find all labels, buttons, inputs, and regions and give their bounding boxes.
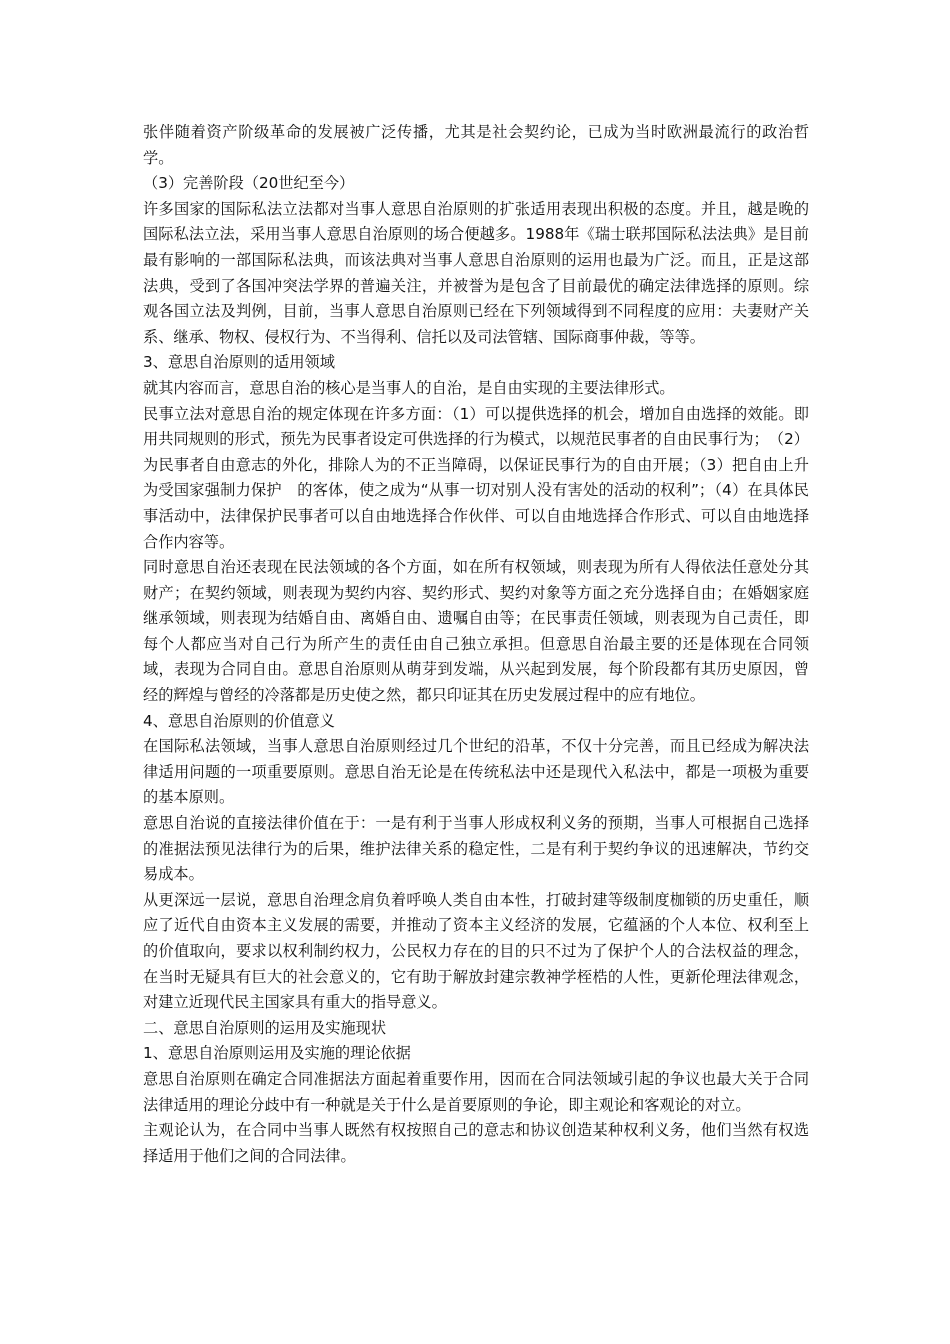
- paragraph: 民事立法对意思自治的规定体现在许多方面：（1）可以提供选择的机会，增加自由选择的效能。即用共同规则的形式，预先为民事者设定可供选择的行为模式，以规范民事者的自由民事行为； （2）为民事者自由意志的外化，排除人为的不正当障碍，以保证民事行为的自由开展；（3）把自由上升为受国家强制力保护 的客体，使之成为“从事一切对别人没有害处的活动的权利”；（4）在具体民事活动中，法律保护民事者可以自由地选择合作伙伴、可以自由地选择合作形式、可以自由地选择合作内容等。: [143, 404, 809, 551]
- paragraph: 意思自治原则在确定合同准据法方面起着重要作用，因而在合同法领域引起的争议也最大关于合同法律适用的理论分歧中有一种就是关于什么是首要原则的争论，即主观论和客观论的对立。: [143, 1069, 809, 1114]
- paragraph: 许多国家的国际私法立法都对当事人意思自治原则的扩张适用表现出积极的态度。并且，越是晚的国际私法立法，采用当事人意思自治原则的场合便越多。1988年《瑞士联邦国际私法法典》是目前最有影响的一部国际私法典，而该法典对当事人意思自治原则的运用也最为广泛。而且，正是这部法典，受到了各国冲突法学界的普遍关注，并被誉为是包含了目前最优的确定法律选择的原则。综观各国立法及判例，目前，当事人意思自治原则已经在下列领域得到不同程度的应用：夫妻财产关系、继承、物权、侵权行为、不当得利、信托以及司法管辖、国际商事仲裁，等等。: [143, 199, 809, 346]
- paragraph: 张伴随着资产阶级革命的发展被广泛传播，尤其是社会契约论，已成为当时欧洲最流行的政治哲学。: [143, 123, 809, 167]
- chapter-heading: 二、意思自治原则的运用及实施现状: [143, 1018, 386, 1037]
- paragraph: 从更深远一层说，意思自治理念肩负着呼唤人类自由本性，打破封建等级制度枷锁的历史重任，顺应了近代自由资本主义发展的需要，并推动了资本主义经济的发展，它蕴涵的个人本位、权利至上的价值取向，要求以权利制约权力，公民权力存在的目的只不过为了保护个人的合法权益的理念，在当时无疑具有巨大的社会意义的，它有助于解放封建宗教神学桎梏的人性，更新伦理法律观念，对建立近现代民主国家具有重大的指导意义。: [143, 890, 809, 1012]
- section-heading: 4、意思自治原则的价值意义: [143, 711, 335, 730]
- paragraph: 意思自治说的直接法律价值在于：一是有利于当事人形成权利义务的预期，当事人可根据自己选择的准据法预见法律行为的后果，维护法律关系的稳定性，二是有利于契约争议的迅速解决，节约交易成本。: [143, 814, 809, 884]
- section-heading: 3、意思自治原则的适用领域: [143, 353, 335, 372]
- paragraph: 就其内容而言，意思自治的核心是当事人的自治，是自由实现的主要法律形式。: [143, 378, 675, 397]
- section-heading: 1、意思自治原则运用及实施的理论依据: [143, 1044, 411, 1063]
- paragraph: 在国际私法领域，当事人意思自治原则经过几个世纪的沿革，不仅十分完善，而且已经成为解决法律适用问题的一项重要原则。意思自治无论是在传统私法中还是现代入私法中，都是一项极为重要的基本原则。: [143, 737, 809, 807]
- document-page: [143, 120, 809, 1169]
- paragraph: 同时意思自治还表现在民法领域的各个方面，如在所有权领域，则表现为所有人得依法任意处分其财产；在契约领域，则表现为契约内容、契约形式、契约对象等方面之充分选择自由；在婚姻家庭继承领域，则表现为结婚自由、离婚自由、遗嘱自由等；在民事责任领域，则表现为自己责任，即每个人都应当对自己行为所产生的责任由自己独立承担。但意思自治最主要的还是体现在合同领域，表现为合同自由。意思自治原则从萌芽到发端，从兴起到发展，每个阶段都有其历史原因，曾经的辉煌与曾经的冷落都是历史使之然，都只印证其在历史发展过程中的应有地位。: [143, 558, 809, 705]
- section-heading: （3）完善阶段（20世纪至今）: [143, 174, 355, 193]
- paragraph: 主观论认为，在合同中当事人既然有权按照自己的意志和协议创造某种权利义务，他们当然有权选择适用于他们之间的合同法律。: [143, 1121, 809, 1165]
